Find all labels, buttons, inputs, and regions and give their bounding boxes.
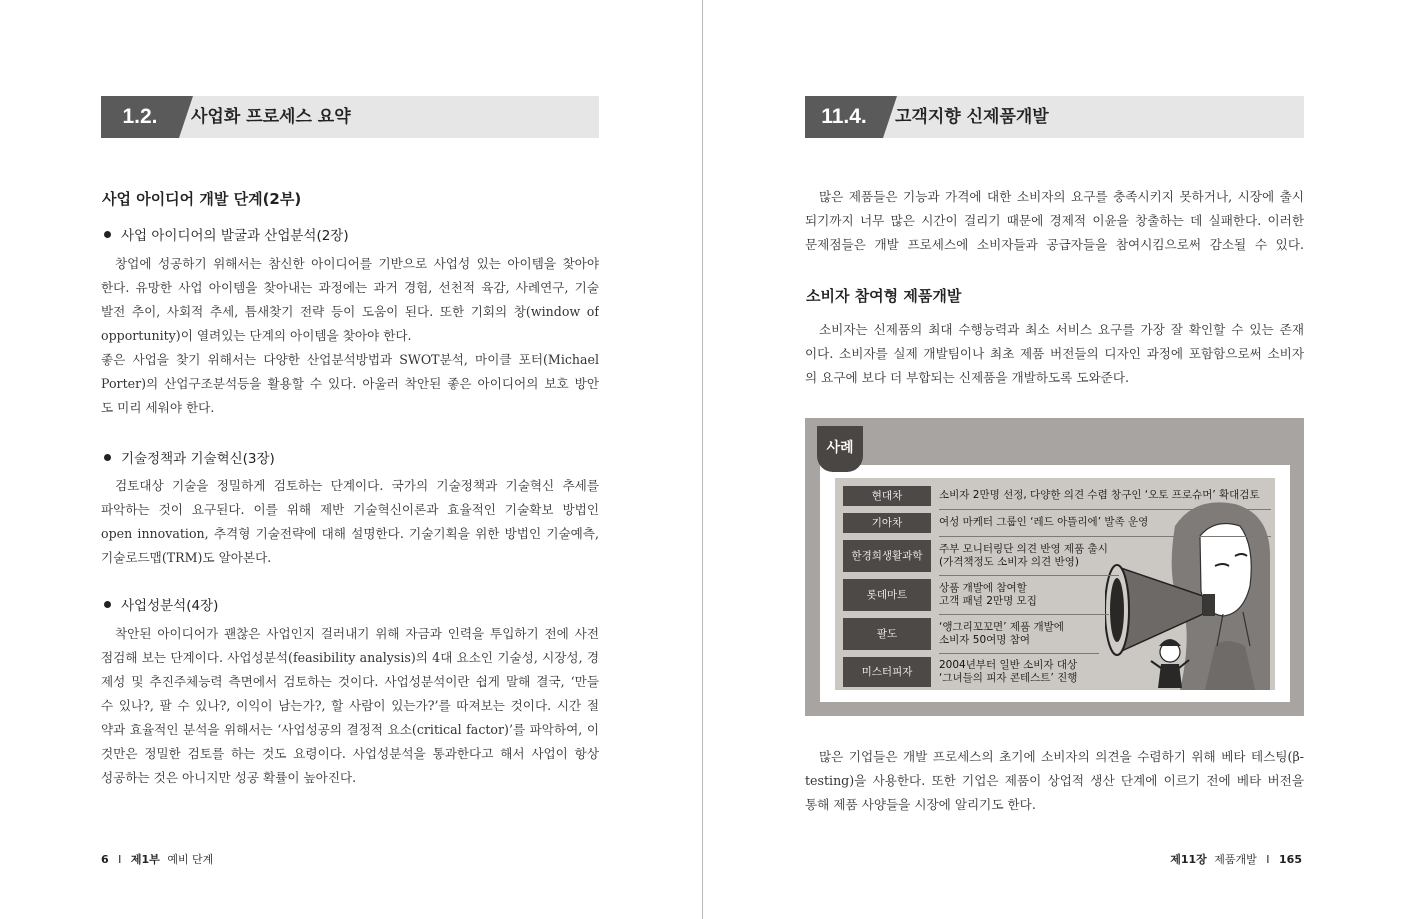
case-label-tab: 사례	[817, 426, 863, 472]
section-header-bar	[101, 96, 599, 138]
case-row	[843, 579, 1271, 611]
body-paragraph	[805, 318, 1304, 390]
text-line: 검토대상 기술을 정밀하게 검토하는 단계이다. 국가의 기술정책과 기술혁신 추세를	[115, 478, 599, 493]
row-divider	[939, 614, 1109, 615]
row-divider	[939, 509, 1271, 510]
subsection-title-text: 기술정책과 기술혁신(3장)	[121, 451, 275, 467]
text-line: 의 요구에 보다 더 부합되는 신제품을 개발하도록 도와준다.	[805, 370, 1129, 385]
page-footer	[101, 851, 213, 867]
subsection-title-text: 사업성분석(4장)	[121, 598, 219, 614]
section-number: 1.2.	[101, 96, 179, 138]
page-number: 6	[101, 853, 109, 866]
closing-paragraph	[805, 745, 1304, 817]
text-line: 소비자는 신제품의 최대 수행능력과 최소 서비스 요구를 가장 잘 확인할 수 있는 존재	[819, 322, 1304, 337]
chapter-title: 제품개발	[1214, 853, 1257, 866]
text-line: 창업에 성공하기 위해서는 참신한 아이디어를 기반으로 사업성 있는 아이템을 찾아야	[115, 256, 599, 271]
text-line: testing)을 사용한다. 또한 기업은 제품이 상업적 생산 단계에 이르기 전에 베타 버전을	[805, 773, 1304, 788]
subsection-title	[104, 224, 349, 244]
text-line: open innovation, 추격형 기술전략에 대해 설명한다. 기술기획을 위한 방법인 기술예측,	[101, 526, 599, 541]
right-page	[703, 0, 1404, 919]
text-line: 많은 기업들은 개발 프로세스의 초기에 소비자의 의견을 수렴하기 위해 베타 테스팅(β-	[819, 749, 1304, 764]
description-line: ‘그녀들의 피자 콘테스트’ 진행	[939, 672, 1078, 684]
text-line: 것만은 정밀한 검토를 하는 것도 요령이다. 사업성분석을 통과한다고 해서 사업이 항상	[101, 746, 599, 761]
chapter-label: 제11장	[1170, 853, 1207, 866]
text-line: 약과 효율적인 분석을 위해서는 ‘사업성공의 결정적 요소(critical factor)’를 파악하여, 이	[101, 722, 599, 737]
paragraph	[101, 622, 599, 790]
case-row	[843, 618, 1271, 650]
subsection-heading: 소비자 참여형 제품개발	[806, 287, 962, 305]
text-line: 문제점들은 개발 프로세스에 소비자들과 공급자들을 참여시킴으로써 감소될 수 있다.	[805, 237, 1304, 252]
subsection-title-text: 사업 아이디어의 발굴과 산업분석(2장)	[121, 228, 349, 244]
description-line: 소비자 2만명 선정, 다양한 의견 수렴 창구인 ‘오토 프로슈머’ 확대검토	[939, 489, 1260, 501]
company-label: 롯데마트	[843, 579, 931, 611]
text-line: 이다. 소비자를 실제 개발팀이나 최초 제품 버전들의 디자인 과정에 포함함으로써 소비자	[805, 346, 1304, 361]
case-description	[939, 582, 1037, 608]
text-line: 한다. 유망한 사업 아이템을 찾아내는 과정에는 과거 경험, 선천적 육감, 사례연구, 기술	[101, 280, 599, 295]
row-divider	[939, 653, 1099, 654]
text-line: opportunity)이 열려있는 단계의 아이템을 찾아야 한다.	[101, 328, 412, 343]
text-line: 파악하는 것이 요구된다. 이를 위해 제반 기술혁신이론과 효율적인 기술확보 방법인	[101, 502, 599, 517]
description-line: 주부 모니터링단 의견 반영 제품 출시	[939, 543, 1108, 555]
company-label: 한경희생활과학	[843, 540, 931, 572]
bullet-icon	[104, 231, 111, 238]
company-label: 미스터피자	[843, 657, 931, 687]
intro-paragraph	[805, 185, 1304, 257]
page-number: 165	[1279, 853, 1302, 866]
company-label: 현대차	[843, 486, 931, 506]
description-line: 여성 마케터 그룹인 ‘레드 아뜰리에’ 발족 운영	[939, 516, 1149, 528]
text-line: 착안된 아이디어가 괜찮은 사업인지 걸러내기 위해 자금과 인력을 투입하기 전에 사전	[115, 626, 599, 641]
subsection-title	[104, 447, 275, 467]
case-description	[939, 489, 1260, 502]
section-number: 11.4.	[805, 96, 883, 138]
case-row	[843, 513, 1271, 533]
stage-heading: 사업 아이디어 개발 단계(2부)	[102, 190, 302, 208]
row-divider	[939, 536, 1271, 537]
section-title: 고객지향 신제품개발	[895, 107, 1049, 127]
description-line: ‘앵그리꼬꼬면’ 제품 개발에	[939, 621, 1064, 633]
case-row	[843, 486, 1271, 506]
company-label: 기아차	[843, 513, 931, 533]
description-line: 소비자 50여명 참여	[939, 634, 1031, 646]
text-line: 발전 추이, 사회적 추세, 틈새찾기 전략 등이 도움이 된다. 또한 기회의 창(window of	[101, 304, 599, 319]
description-line: (가격책정도 소비자 의견 반영)	[939, 556, 1079, 568]
text-line: 점검해 보는 단계이다. 사업성분석(feasibility analysis)의 4대 요소인 기술성, 시장성, 경	[101, 650, 599, 665]
case-description	[939, 543, 1108, 569]
description-line: 상품 개발에 참여할	[939, 582, 1027, 594]
section-title: 사업화 프로세스 요약	[191, 107, 351, 127]
description-line: 고객 패널 2만명 모집	[939, 595, 1037, 607]
bullet-icon	[104, 601, 111, 608]
subsection-title	[104, 594, 218, 614]
case-panel	[820, 465, 1290, 702]
text-line: Porter)의 산업구조분석등을 활용할 수 있다. 아울러 착안된 좋은 아이디어의 보호 방안	[101, 376, 599, 391]
part-title: 예비 단계	[167, 853, 214, 866]
paragraph	[101, 252, 599, 420]
paragraph	[101, 474, 599, 570]
text-line: 수 있나?, 팔 수 있나?, 이익이 남는가?, 할 사람이 있는가?’를 따져보는 것이다. 시간 절	[101, 698, 599, 713]
part-label: 제1부	[130, 853, 160, 866]
text-line: 많은 제품들은 기능과 가격에 대한 소비자의 요구를 충족시키지 못하거나, 시장에 출시	[819, 189, 1304, 204]
company-label: 팔도	[843, 618, 931, 650]
case-description	[939, 516, 1148, 529]
bullet-icon	[104, 454, 111, 461]
text-line: 성공하는 것은 아니지만 성공 확률이 높아진다.	[101, 770, 357, 785]
text-line: 통해 제품 사양들을 시장에 알리기도 한다.	[805, 797, 1036, 812]
text-line: 제성 및 추진주체능력 측면에서 검토하는 것이다. 사업성분석이란 쉽게 말해 결국, ‘만들	[101, 674, 599, 689]
case-study-box	[805, 418, 1304, 716]
case-row	[843, 657, 1271, 687]
text-line: 도 미리 세워야 한다.	[101, 400, 215, 415]
case-table	[835, 478, 1275, 690]
section-header-bar	[805, 96, 1304, 138]
text-line: 기술로드맵(TRM)도 알아본다.	[101, 550, 272, 565]
footer-separator: I	[118, 853, 122, 866]
row-divider	[939, 575, 1119, 576]
footer-separator: I	[1266, 853, 1270, 866]
case-row	[843, 540, 1271, 572]
description-line: 2004년부터 일반 소비자 대상	[939, 659, 1078, 671]
page-footer	[1170, 851, 1302, 867]
case-description	[939, 621, 1064, 647]
case-description	[939, 659, 1077, 685]
text-line: 되기까지 너무 많은 시간이 걸리기 때문에 경제적 이윤을 창출하는 데 실패한다. 이러한	[805, 213, 1304, 228]
text-line: 좋은 사업을 찾기 위해서는 다양한 산업분석방법과 SWOT분석, 마이클 포터(Michael	[101, 352, 599, 367]
